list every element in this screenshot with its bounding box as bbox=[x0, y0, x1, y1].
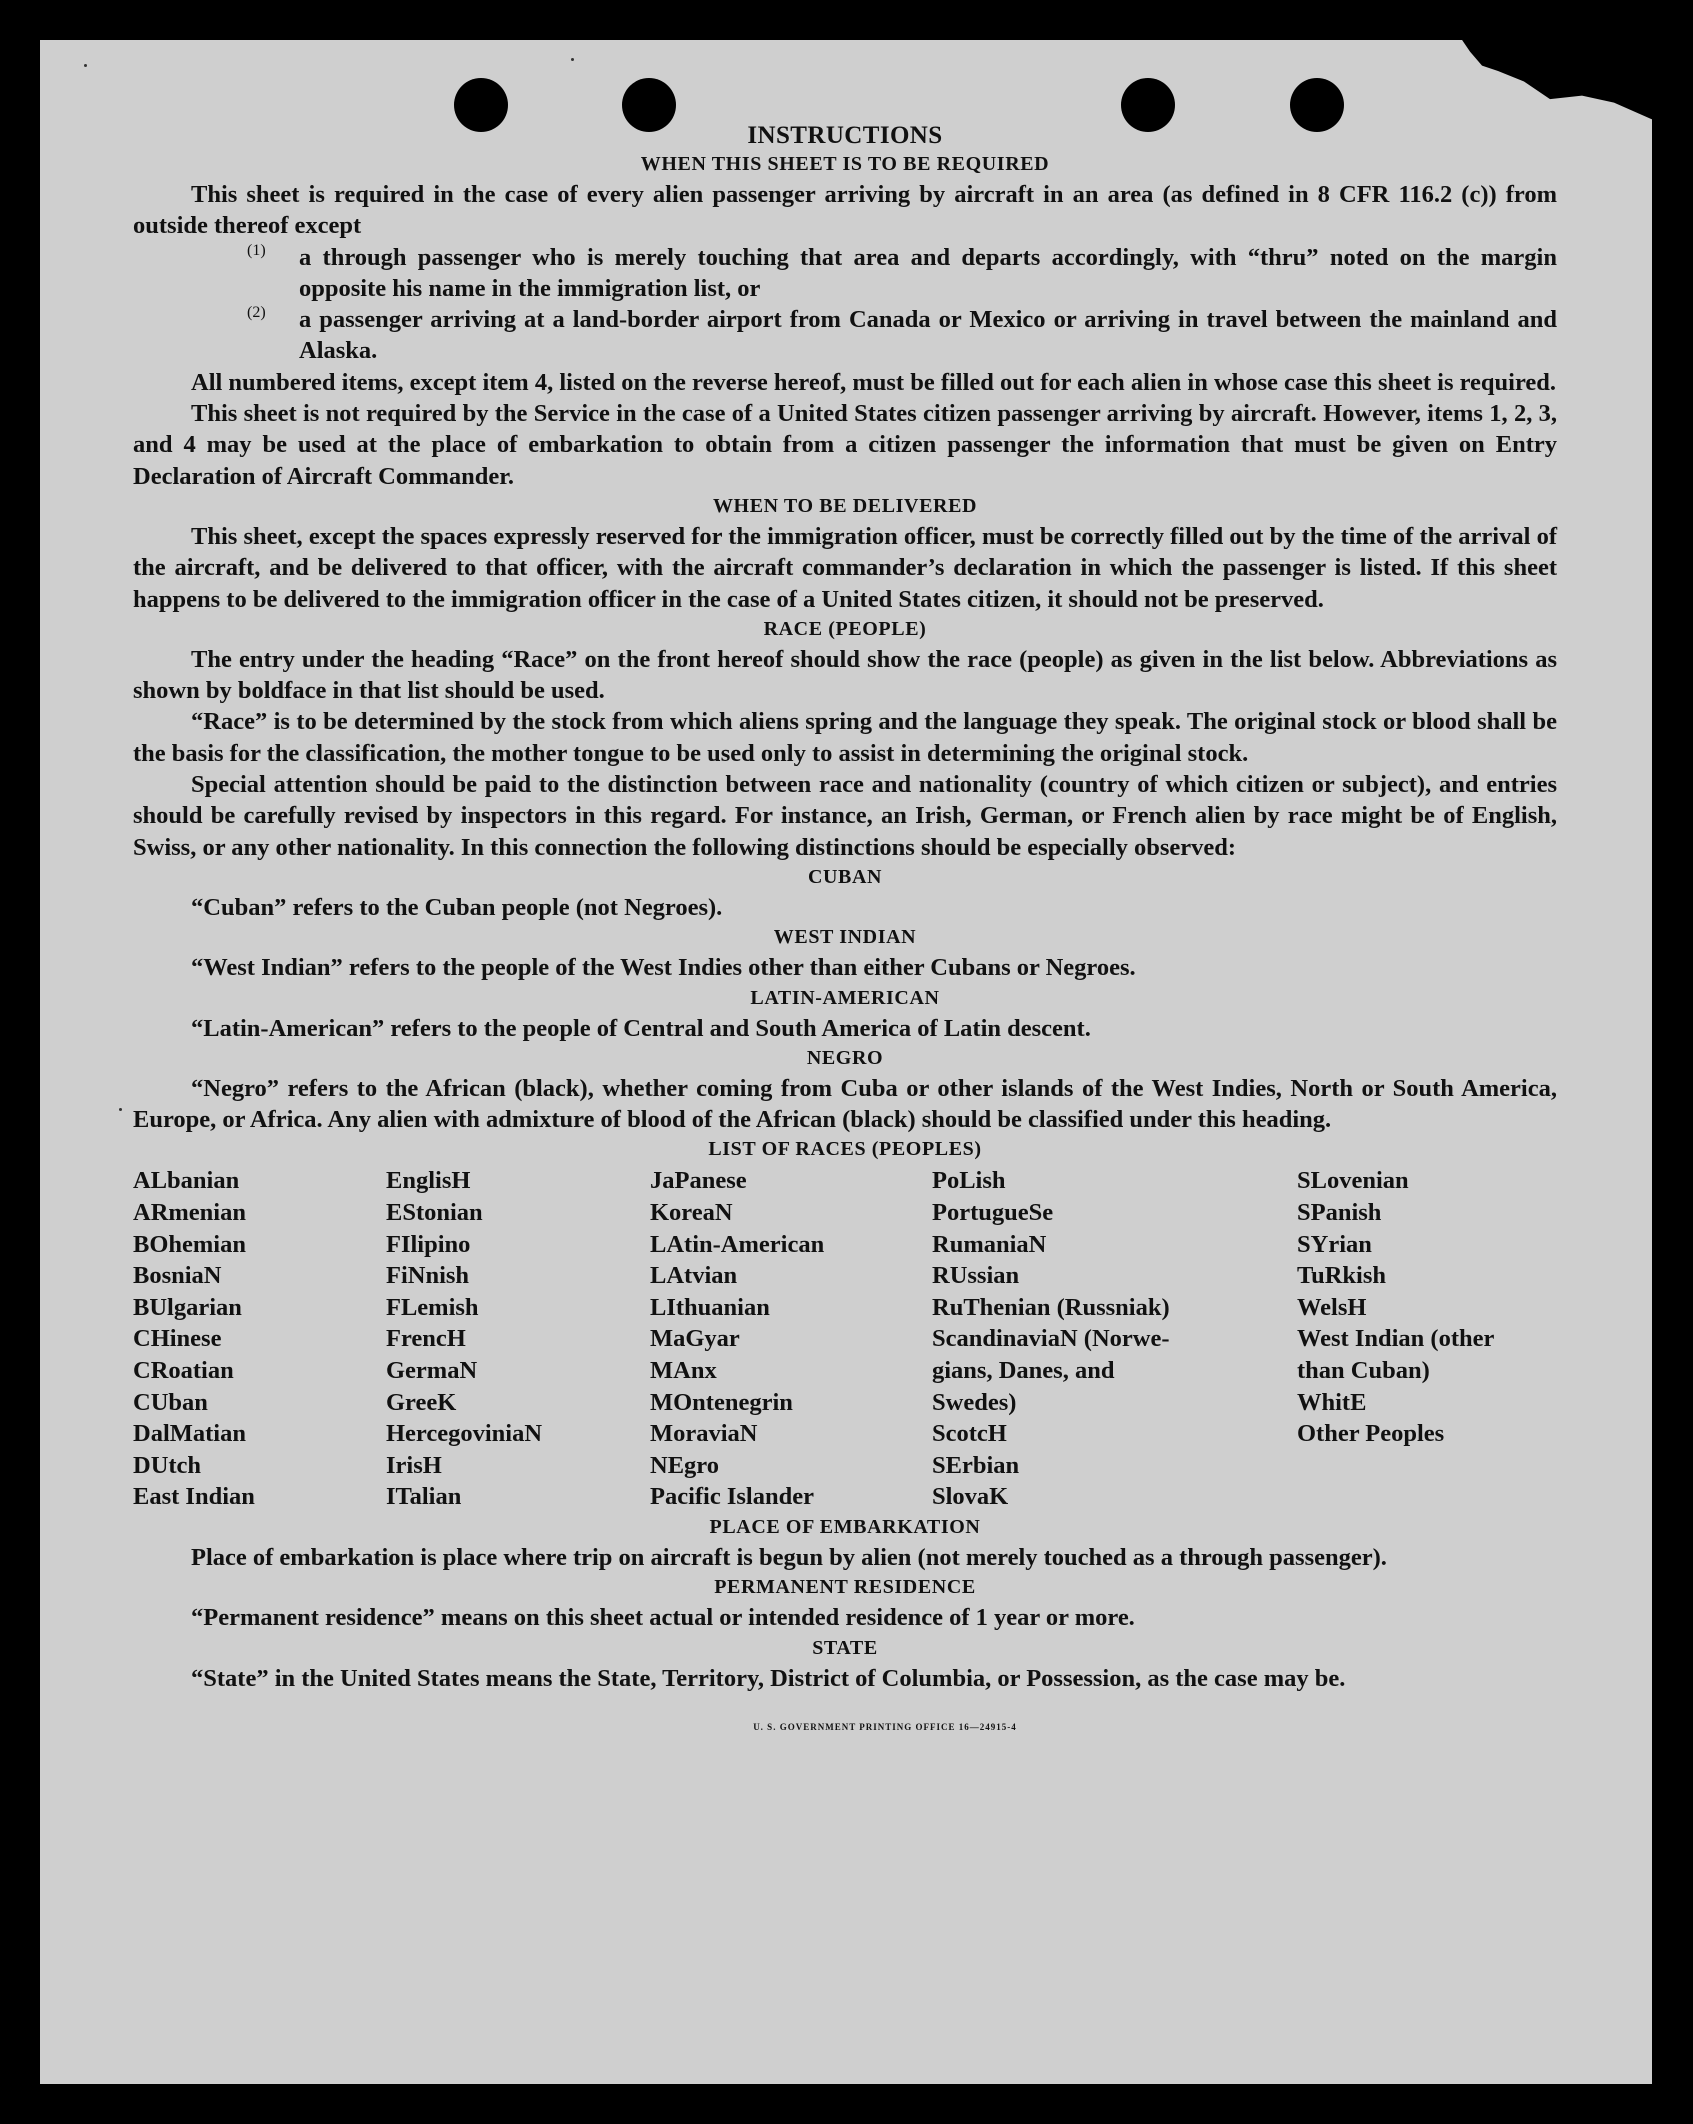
paragraph: The entry under the heading “Race” on the front hereof should show the race (people) as given in the list below. Abbreviations as shown by boldface in that list should be used. bbox=[133, 645, 1557, 705]
races-column bbox=[133, 1165, 386, 1513]
list-item bbox=[247, 304, 1557, 367]
paragraph: “Permanent residence” means on this sheet actual or intended residence of 1 year or more. bbox=[191, 1604, 1135, 1632]
races-column bbox=[650, 1165, 932, 1513]
paragraph: This sheet is required in the case of every alien passenger arriving by aircraft in an area (as defined in 8 CFR 116.2 (c)) from outside thereof except bbox=[133, 181, 1557, 240]
section-heading: CUBAN bbox=[807, 865, 883, 888]
race-entry: MaGyar bbox=[650, 1325, 740, 1353]
paragraph: All numbered items, except item 4, listed on the reverse hereof, must be filled out for each alien in whose case this sheet is required. bbox=[191, 368, 1557, 396]
paragraph: “Race” is to be determined by the stock from which aliens spring and the language they speak. The original stock or blood shall be the basis for the classification, the mother tongue to be used only to assist in determining the original stock. bbox=[133, 708, 1557, 767]
item-text: a through passenger who is merely touching that area and departs accordingly, with “thru” noted on the margin opposite his name in the immigration list, or bbox=[299, 243, 1557, 302]
race-entry: DUtch bbox=[133, 1451, 202, 1479]
race-entry: FrencH bbox=[386, 1325, 466, 1353]
race-entry: LAtvian bbox=[650, 1262, 738, 1290]
race-entry: ScotcH bbox=[932, 1420, 1007, 1448]
race-entry: WelsH bbox=[1297, 1293, 1367, 1321]
race-entry: BOhemian bbox=[133, 1230, 246, 1258]
document-sheet bbox=[40, 40, 1652, 2084]
punch-hole bbox=[1121, 78, 1175, 132]
section-heading: RACE (PEOPLE) bbox=[763, 617, 927, 640]
race-entry: LAtin-American bbox=[650, 1230, 825, 1258]
section-heading: NEGRO bbox=[806, 1046, 884, 1069]
race-entry: KoreaN bbox=[650, 1199, 733, 1227]
race-entry: West Indian (other bbox=[1297, 1325, 1495, 1353]
races-column bbox=[386, 1165, 650, 1513]
race-entry: WhitE bbox=[1297, 1388, 1367, 1416]
race-entry: SPanish bbox=[1297, 1199, 1382, 1227]
race-entry: East Indian bbox=[133, 1483, 255, 1511]
race-entry: MAnx bbox=[650, 1356, 717, 1384]
section-heading: LIST OF RACES (PEOPLES) bbox=[708, 1138, 982, 1161]
race-entry: TuRkish bbox=[1297, 1262, 1387, 1290]
paragraph: “West Indian” refers to the people of the West Indies other than either Cubans or Negroes. bbox=[191, 954, 1136, 982]
race-entry: Other Peoples bbox=[1297, 1420, 1445, 1448]
race-entry: FIlipino bbox=[386, 1230, 471, 1258]
race-entry: ITalian bbox=[386, 1483, 462, 1511]
race-entry: PoLish bbox=[932, 1167, 1006, 1195]
race-entry: FLemish bbox=[386, 1293, 479, 1321]
section-heading: PERMANENT RESIDENCE bbox=[714, 1576, 976, 1599]
race-entry: CUban bbox=[133, 1388, 208, 1416]
race-entry: LIthuanian bbox=[650, 1293, 770, 1321]
race-entry: CHinese bbox=[133, 1325, 222, 1353]
races-column bbox=[1297, 1165, 1557, 1513]
race-entry: ALbanian bbox=[133, 1167, 240, 1195]
race-entry: SLovenian bbox=[1297, 1167, 1409, 1195]
paragraph: “Cuban” refers to the Cuban people (not Negroes). bbox=[191, 893, 723, 921]
item-text: a passenger arriving at a land-border airport from Canada or Mexico or arriving in travel between the mainland and Alaska. bbox=[299, 306, 1557, 365]
paragraph: “State” in the United States means the State, Territory, District of Columbia, or Possession, as the case may be. bbox=[191, 1664, 1346, 1692]
race-entry: than Cuban) bbox=[1297, 1356, 1430, 1384]
race-entry: RUssian bbox=[932, 1262, 1020, 1290]
race-entry: EStonian bbox=[386, 1199, 483, 1227]
race-entry: GermaN bbox=[386, 1356, 478, 1384]
race-entry: RumaniaN bbox=[932, 1230, 1047, 1258]
paragraph: “Latin-American” refers to the people of Central and South America of Latin descent. bbox=[191, 1014, 1091, 1042]
punch-hole bbox=[622, 78, 676, 132]
item-number: (2) bbox=[247, 304, 266, 322]
item-number: (1) bbox=[247, 241, 266, 259]
section-heading: LATIN-AMERICAN bbox=[750, 986, 940, 1009]
punch-hole bbox=[1290, 78, 1344, 132]
race-entry: MoraviaN bbox=[650, 1420, 758, 1448]
section-heading: STATE bbox=[812, 1636, 878, 1659]
race-entry: NEgro bbox=[650, 1451, 719, 1479]
race-entry: JaPanese bbox=[650, 1167, 747, 1195]
races-list bbox=[133, 1165, 1557, 1513]
race-entry: GreeK bbox=[386, 1388, 457, 1416]
section-heading: WHEN THIS SHEET IS TO BE REQUIRED bbox=[640, 153, 1050, 175]
race-entry: RuThenian (Russniak) bbox=[932, 1293, 1170, 1321]
races-column bbox=[932, 1165, 1297, 1513]
race-entry: MOntenegrin bbox=[650, 1388, 793, 1416]
section-heading: WHEN TO BE DELIVERED bbox=[712, 494, 978, 517]
race-entry: Swedes) bbox=[932, 1388, 1017, 1416]
race-entry: SYrian bbox=[1297, 1230, 1372, 1258]
race-entry: BosniaN bbox=[133, 1262, 222, 1290]
race-entry: Pacific Islander bbox=[650, 1483, 814, 1511]
race-entry: SlovaK bbox=[932, 1483, 1009, 1511]
race-entry: EnglisH bbox=[386, 1167, 471, 1195]
section-heading: PLACE OF EMBARKATION bbox=[709, 1515, 981, 1538]
race-entry: ScandinaviaN (Norwe- bbox=[932, 1325, 1170, 1353]
paragraph: This sheet, except the spaces expressly reserved for the immigration officer, must be correctly filled out by the time of the arrival of the aircraft, and be delivered to that officer, with the aircraft commander’s declaration in which the passenger is listed. If this sheet happens to be delivered to the immigration officer in the case of a United States citizen, it should not be preserved. bbox=[133, 522, 1557, 613]
race-entry: HercegoviniaN bbox=[386, 1420, 543, 1448]
race-entry: ARmenian bbox=[133, 1199, 246, 1227]
race-entry: FiNnish bbox=[386, 1262, 470, 1290]
race-entry: SErbian bbox=[932, 1451, 1020, 1479]
race-entry: gians, Danes, and bbox=[932, 1356, 1115, 1384]
torn-corner bbox=[1458, 34, 1658, 122]
race-entry: PortugueSe bbox=[932, 1199, 1054, 1227]
race-entry: IrisH bbox=[386, 1451, 442, 1479]
section-heading: WEST INDIAN bbox=[773, 926, 917, 949]
paragraph: Special attention should be paid to the distinction between race and nationality (country of which citizen or subject), and entries should be carefully revised by inspectors in this regard. For instance, an Irish, German, or French alien by race might be of English, Swiss, or any other nationality. In this connection the following distinctions should be especially observed: bbox=[133, 771, 1557, 861]
race-entry: CRoatian bbox=[133, 1356, 234, 1384]
paragraph: This sheet is not required by the Service in the case of a United States citizen passenger arriving by aircraft. However, items 1, 2, 3, and 4 may be used at the place of embarkation to obtain from a citizen passenger the information that must be given on Entry Declaration of Aircraft Commander. bbox=[133, 400, 1557, 490]
punch-hole bbox=[454, 78, 508, 132]
printer-imprint: U. S. GOVERNMENT PRINTING OFFICE 16—24915-4 bbox=[753, 1721, 1017, 1732]
paragraph: “Negro” refers to the African (black), whether coming from Cuba or other islands of the West Indies, North or South America, Europe, or Africa. Any alien with admixture of blood of the African (black) should be classified under this heading. bbox=[133, 1074, 1557, 1134]
race-entry: BUlgarian bbox=[133, 1293, 242, 1321]
paragraph: Place of embarkation is place where trip on aircraft is begun by alien (not merely touched as a through passenger). bbox=[191, 1543, 1387, 1571]
list-item bbox=[247, 242, 1557, 305]
race-entry: DalMatian bbox=[133, 1420, 246, 1448]
page-title: INSTRUCTIONS bbox=[747, 122, 943, 149]
